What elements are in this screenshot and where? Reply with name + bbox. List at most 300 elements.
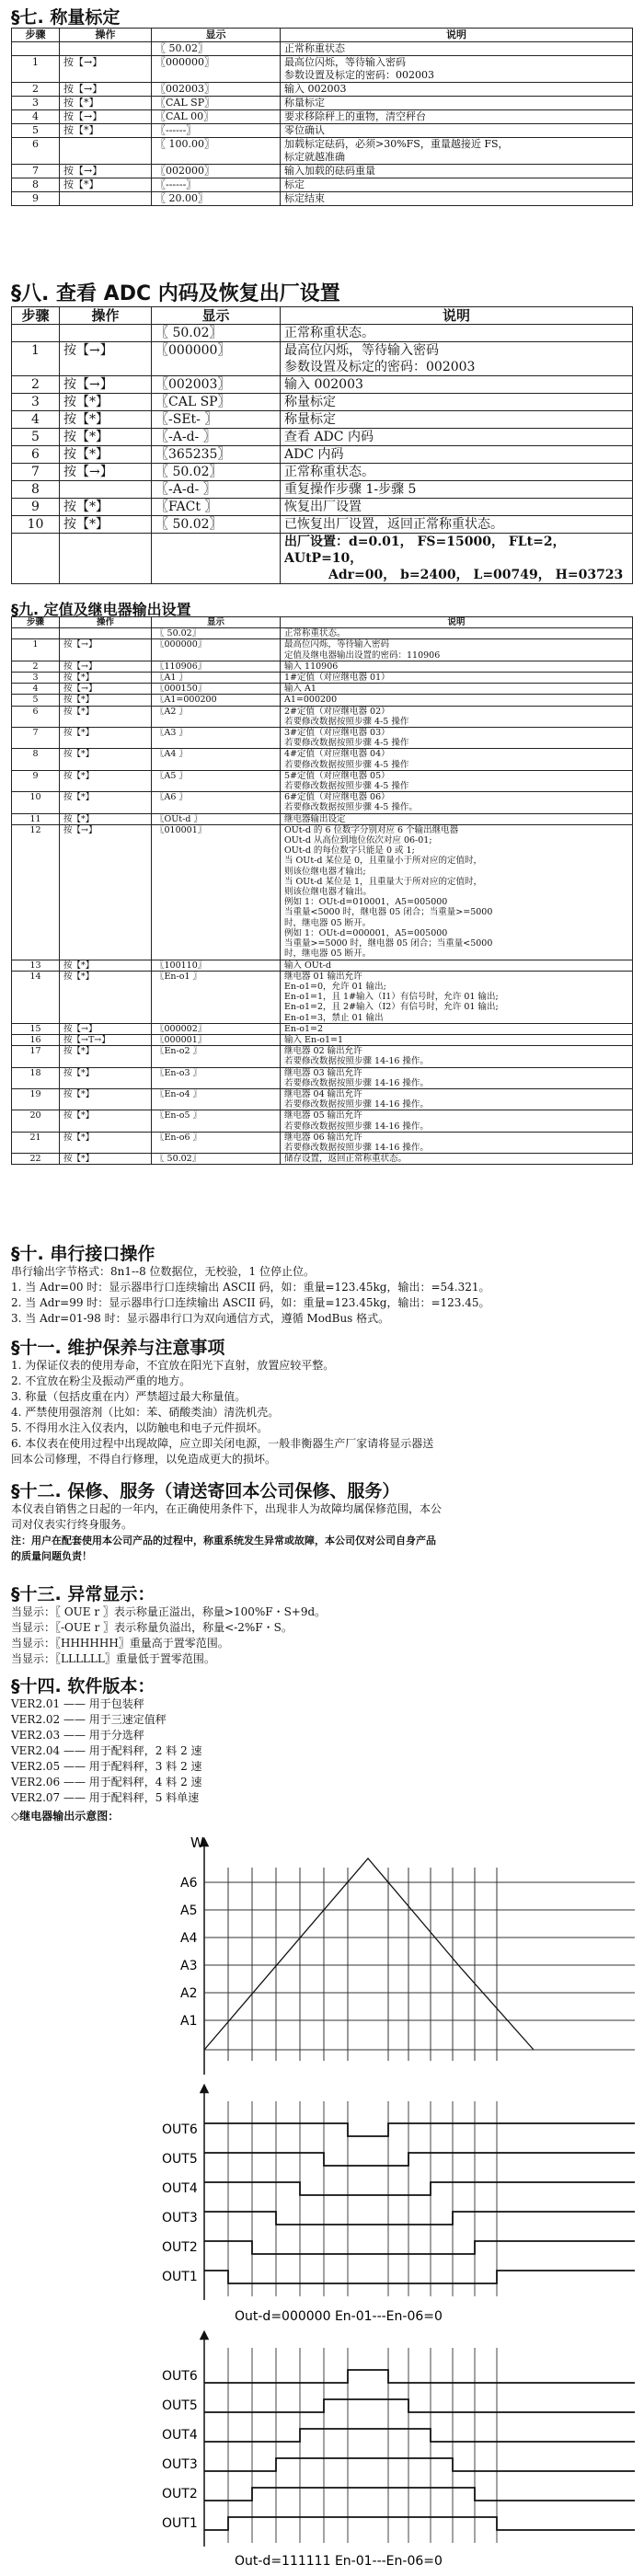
relay-waveform [204,2370,635,2383]
version-line: VER2.01 —— 用于包装秤 [11,1697,144,1710]
step-cell: 19 [12,1088,60,1110]
serial-line: 1. 当 Adr=00 时：显示器串行口连续输出 ASCII 码，如：重量=123.45kg，输出：=54.321。 [11,1281,490,1294]
operation-cell: 按【→】 [60,376,152,394]
display-cell: 〖 50.02〗 [152,516,281,534]
operation-cell: 按【*】 [60,429,152,446]
description-cell: 要求移除秤上的重物，清空秤台 [281,110,633,124]
description-cell: 称量标定 [281,394,633,411]
table-row [12,728,633,749]
relay-waveform [204,2517,635,2530]
table-row [12,1132,633,1153]
operation-cell: 按【*】 [60,673,152,684]
header-cell: 说明 [281,29,633,42]
step-cell: 1 [12,56,60,83]
step-cell [12,628,60,639]
description-cell: 正常称重状态。 [281,628,633,639]
relay-label: OUT6 [162,2369,198,2384]
operation-cell: 按【*】 [60,1046,152,1067]
table-row [12,1023,633,1034]
header-cell: 说明 [281,617,633,628]
operation-cell: 按【*】 [60,971,152,1023]
display-cell: 〖000000〗 [152,342,281,376]
version-line: VER2.07 —— 用于配料秤，5 料单速 [11,1791,200,1804]
operation-cell: 按【*】 [60,446,152,464]
maintenance-line: 5. 不得用水注入仪表内，以防触电和电子元件损坏。 [11,1421,269,1434]
display-cell: 〖A1=000200 [152,695,281,706]
operation-cell: 按【*】 [60,499,152,516]
operation-cell: 按【*】 [60,706,152,727]
display-cell: 〖000002〗 [152,1023,281,1034]
step-cell: 13 [12,960,60,971]
display-cell: 〖 100.00〗 [152,138,281,165]
operation-cell [60,481,152,499]
operation-cell: 按【→】 [60,165,152,178]
header-cell: 步骤 [12,617,60,628]
step-cell: 6 [12,138,60,165]
operation-cell: 按【→】 [60,639,152,661]
relay-waveform [204,2458,635,2471]
display-cell: 〖 50.02〗 [152,464,281,481]
description-cell: 1#定值（对应继电器 01） [281,673,633,684]
relay-panel-normal [162,2088,635,2300]
table-row [12,97,633,110]
operation-cell: 按【*】 [60,516,152,534]
table-row [12,1046,633,1067]
description-cell: 正常称重状态 [281,42,633,56]
table-row [12,824,633,960]
factory-settings-line: 出厂设置：d=0.01， FS=15000， FLt=2， AUtP=10， [284,535,566,566]
factory-settings-row [12,534,633,584]
header-cell: 显示 [152,617,281,628]
description-cell: 加载标定砝码，必须>30%FS，重量越接近 FS， 标定就越准确 [281,138,633,165]
operation-cell: 按【*】 [60,792,152,813]
operation-cell: 按【*】 [60,749,152,770]
operation-cell: 按【*】 [60,1132,152,1153]
display-cell: 〖-SEt- 〗 [152,411,281,429]
description-cell: ADC 内码 [281,446,633,464]
relay-waveform [204,2488,635,2501]
operation-cell: 按【→】 [60,110,152,124]
table-row [12,165,633,178]
description-cell: 继电器 02 输出允许 若要修改数据按照步骤 14-16 操作。 [281,1046,633,1067]
step-cell: 3 [12,97,60,110]
step-cell: 5 [12,124,60,138]
header-cell: 步骤 [12,307,60,325]
table-row [12,411,633,429]
operation-cell: 按【→】 [60,684,152,695]
abnormal-line: 当显示：〖-OUE r 〗表示称量负溢出，称量<-2%F・S。 [11,1621,293,1634]
top-vertical-grid [204,1868,635,2061]
step-cell: 8 [12,481,60,499]
description-cell: 输入 OUt-d [281,960,633,971]
description-cell: OUt-d 的 6 位数字分别对应 6 个输出继电器 OUt-d 从高位到地位依次对应 06-01; OUt-d 的每位数字只能是 0 或 1; 当 OUt-d 某位是 0，且重量小于所对应的定值时， 则该位继电器才输出; 当 OUt-d 某位是 1，且重量大于所对应的定值时， 则该位继电器才输出。 例如 1：OUt-d=010001，A5=005000 当重量<5000 时，继电器 05 闭合；当重量>=5000 时，继电器 05 断开。 例如 1：OUt-d=000001，A5=005000 当重量>=5000 时，继电器 05 闭合；当重量<5000 时，继电器 05 断开。 [281,824,633,960]
description-cell: 继电器 03 输出允许 若要修改数据按照步骤 14-16 操作。 [281,1067,633,1088]
serial-line: 2. 当 Adr=99 时：显示器串行口连续输出 ASCII 码，如：重量=123.45kg，输出：=123.45。 [11,1296,490,1309]
step-cell: 14 [12,971,60,1023]
relay-output-table [11,616,633,1165]
operation-cell: 按【→】 [60,1023,152,1034]
warranty-note: 注：用户在配套使用本公司产品的过程中，称重系统发生异常或故障，本公司仅对公司自身产品 [11,1535,436,1547]
relay-waveform [204,2153,635,2166]
maintenance-line: 4. 严禁使用强溶剂（比如：苯、硝酸类油）清洗机壳。 [11,1406,280,1419]
description-cell: 称量标定 [281,411,633,429]
relay-label: OUT3 [162,2457,198,2472]
step-cell: 1 [12,639,60,661]
display-cell: 〖110906〗 [152,661,281,672]
description-cell: 输入 A1 [281,684,633,695]
display-cell: 〖En-o3 〗 [152,1067,281,1088]
description-cell: 继电器 04 输出允许 若要修改数据按照步骤 14-16 操作。 [281,1088,633,1110]
header-cell: 步骤 [12,29,60,42]
description-cell: 标定结束 [281,192,633,206]
weight-curve [204,1858,534,2050]
table-row [12,138,633,165]
section-14-title: §十四. 软件版本： [11,1676,155,1696]
description-cell: 标定 [281,178,633,192]
display-cell: 〖000000〗 [152,56,281,83]
caption-normal: Out-d=000000 En-01---En-06=0 [235,2309,443,2324]
warranty-note: 的质量问题负责！ [11,1550,92,1562]
step-cell: 8 [12,749,60,770]
description-cell: 正常称重状态。 [281,325,633,342]
step-cell: 8 [12,178,60,192]
table-row [12,706,633,727]
display-cell: 〖000000〗 [152,639,281,661]
table-row [12,429,633,446]
step-cell: 10 [12,516,60,534]
step-cell: 2 [12,376,60,394]
table-row [12,342,633,376]
description-cell: 最高位闪烁，等待输入密码 参数设置及标定的密码：002003 [281,56,633,83]
table-row [12,124,633,138]
display-cell: 〖 20.00〗 [152,192,281,206]
section-12-title: §十二. 保修、服务（请送寄回本公司保修、服务） [11,1481,400,1501]
display-cell: 〖En-o4 〗 [152,1088,281,1110]
operation-cell: 按【→】 [60,342,152,376]
version-line: VER2.02 —— 用于三速定值秤 [11,1713,167,1726]
table-row [12,1088,633,1110]
display-cell: 〖 50.02〗 [152,628,281,639]
description-cell: 称量标定 [281,97,633,110]
caption-inverted: Out-d=111111 En-01---En-06=0 [235,2554,443,2567]
table-row [12,1154,633,1165]
step-cell: 10 [12,792,60,813]
abnormal-line: 当显示：〖 OUE r 〗表示称量正溢出，称量>100%F・S+9d。 [11,1605,327,1618]
display-cell: 〖-A-d- 〗 [152,429,281,446]
description-cell: 5#定值（对应继电器 05） 若要修改数据按照步骤 4-5 操作 [281,770,633,791]
display-cell: 〖002000〗 [152,165,281,178]
threshold-label: A6 [180,1876,198,1891]
abnormal-line: 当显示：〖HHHHHH〗重量高于置零范围。 [11,1637,229,1650]
operation-cell: 按【*】 [60,695,152,706]
description-cell: 重复操作步骤 1-步骤 5 [281,481,633,499]
operation-cell: 按【→】 [60,83,152,97]
operation-cell: 按【*】 [60,728,152,749]
table-row [12,42,633,56]
section-13-title: §十三. 异常显示： [11,1584,155,1604]
section-8-title: §八. 查看 ADC 内码及恢复出厂设置 [11,282,340,305]
description-cell: A1=000200 [281,695,633,706]
step-cell: 7 [12,165,60,178]
description-cell: 2#定值（对应继电器 02） 若要修改数据按照步骤 4-5 操作 [281,706,633,727]
operation-cell: 按【*】 [60,1067,152,1088]
table-row [12,325,633,342]
header-cell: 显示 [152,307,281,325]
step-cell: 3 [12,394,60,411]
display-cell: 〖002003〗 [152,376,281,394]
operation-cell: 按【*】 [60,124,152,138]
version-line: VER2.05 —— 用于配料秤，3 料 2 速 [11,1760,202,1773]
table-row [12,110,633,124]
table-row [12,178,633,192]
display-cell: 〖100110〗 [152,960,281,971]
step-cell: 1 [12,342,60,376]
table-row [12,192,633,206]
display-cell: 〖000001〗 [152,1034,281,1045]
warranty-line: 本仪表自销售之日起的一年内，在正确使用条件下，出现非人为故障均属保修范围，本公 [11,1502,443,1515]
operation-cell: 按【*】 [60,97,152,110]
display-cell: 〖 50.02〗 [152,1154,281,1165]
description-cell: 查看 ADC 内码 [281,429,633,446]
display-cell: 〖------〗 [152,178,281,192]
serial-line: 3. 当 Adr=01-98 时：显示器串行口为双向通信方式，遵循 ModBus 格式。 [11,1312,390,1325]
operation-cell: 按【→T→】 [60,1034,152,1045]
display-cell: 〖 50.02〗 [152,325,281,342]
description-cell: 零位确认 [281,124,633,138]
step-cell: 9 [12,770,60,791]
table-row [12,673,633,684]
threshold-label: A2 [180,1986,198,2001]
operation-cell: 按【*】 [60,411,152,429]
abnormal-display-text [11,1604,633,1667]
table-row [12,813,633,824]
table-row [12,792,633,813]
step-cell: 21 [12,1132,60,1153]
threshold-label: A3 [180,1959,198,1973]
description-cell: 最高位闪烁，等待输入密码 参数设置及标定的密码：002003 [281,342,633,376]
description-cell: 输入 En-o1=1 [281,1034,633,1045]
version-line: VER2.06 —— 用于配料秤，4 料 2 速 [11,1776,202,1788]
step-cell: 12 [12,824,60,960]
relay-output-diagram [0,1831,644,2567]
relay-label: OUT2 [162,2240,198,2255]
step-cell: 6 [12,446,60,464]
relay-waveform [204,2212,635,2225]
description-cell: 继电器输出设定 [281,813,633,824]
software-version-text [11,1696,633,1806]
w-axis-label: W [190,1834,204,1851]
threshold-label: A1 [180,2014,198,2029]
table-row [12,628,633,639]
version-line: VER2.04 —— 用于配料秤，2 料 2 速 [11,1744,202,1757]
description-cell: 输入 002003 [281,376,633,394]
description-cell: 储存设置，返回正常称重状态。 [281,1154,633,1165]
table-row [12,1110,633,1132]
serial-interface-text [11,1264,633,1327]
operation-cell: 按【*】 [60,178,152,192]
step-cell: 3 [12,673,60,684]
table-row [12,639,633,661]
maintenance-line: 2. 不宜放在粉尘及振动严重的地方。 [11,1374,191,1387]
step-cell: 15 [12,1023,60,1034]
description-cell: 4#定值（对应继电器 04） 若要修改数据按照步骤 4-5 操作 [281,749,633,770]
display-cell: 〖En-o1 〗 [152,971,281,1023]
step-cell: 5 [12,429,60,446]
step-cell: 9 [12,192,60,206]
table-row [12,661,633,672]
maintenance-line: 回本公司修理，不得自行修理，以免造成更大的损坏。 [11,1453,277,1466]
threshold-levels [180,1876,635,2029]
display-cell: 〖-A-d- 〗 [152,481,281,499]
description-cell: En-o1=2 [281,1023,633,1034]
adc-factory-table [11,306,633,584]
header-cell: 说明 [281,307,633,325]
relay-label: OUT2 [162,2487,198,2501]
abnormal-line: 当显示：〖LLLLLL〗重量低于置零范围。 [11,1652,215,1665]
relay-waveform [204,2182,635,2195]
header-cell: 操作 [60,29,152,42]
operation-cell: 按【*】 [60,770,152,791]
relay-label: OUT3 [162,2211,198,2225]
display-cell: 〖CAL SP〗 [152,394,281,411]
display-cell: 〖FACt 〗 [152,499,281,516]
description-cell: 正常称重状态。 [281,464,633,481]
operation-cell [60,192,152,206]
relay-label: OUT1 [162,2270,198,2284]
description-cell: 输入加载的砝码重量 [281,165,633,178]
table-row [12,1067,633,1088]
display-cell: 〖000150〗 [152,684,281,695]
factory-settings-line: Adr=00， b=2400， L=00749， H=03723 [328,568,624,582]
operation-cell: 按【*】 [60,1088,152,1110]
table-row [12,481,633,499]
table-row [12,960,633,971]
table-row [12,56,633,83]
description-cell: 恢复出厂设置 [281,499,633,516]
step-cell: 17 [12,1046,60,1067]
relay-panel-inverted [162,2335,635,2547]
display-cell: 〖 50.02〗 [152,42,281,56]
table-row [12,749,633,770]
display-cell: 〖A3 〗 [152,728,281,749]
diagram-title: ◇继电器输出示意图： [11,1810,120,1823]
step-cell: 7 [12,728,60,749]
relay-label: OUT4 [162,2181,198,2196]
table-row [12,695,633,706]
relay-label: OUT5 [162,2152,198,2167]
maintenance-line: 1. 为保证仪表的使用寿命，不宜放在阳光下直射，放置应较平整。 [11,1359,335,1372]
step-cell: 7 [12,464,60,481]
step-cell: 4 [12,684,60,695]
section-10-title: §十. 串行接口操作 [11,1244,155,1264]
display-cell: 〖A6 〗 [152,792,281,813]
description-cell: 最高位闪烁，等待输入密码 定值及继电器输出设置的密码：110906 [281,639,633,661]
description-cell: 已恢复出厂设置，返回正常称重状态。 [281,516,633,534]
relay-waveform [204,2429,635,2442]
header-cell: 显示 [152,29,281,42]
step-cell: 4 [12,110,60,124]
step-cell [12,42,60,56]
table-row [12,394,633,411]
description-cell: 6#定值（对应继电器 06） 若要修改数据按照步骤 4-5 操作。 [281,792,633,813]
maintenance-text [11,1358,633,1467]
section-9-title: §九. 定值及继电器输出设置 [11,601,191,618]
table-row [12,499,633,516]
description-cell: 3#定值（对应继电器 03） 若要修改数据按照步骤 4-5 操作 [281,728,633,749]
table-row [12,376,633,394]
header-cell: 操作 [60,307,152,325]
operation-cell: 按【*】 [60,813,152,824]
description-cell: 继电器 06 输出允许 若要修改数据按照步骤 14-16 操作。 [281,1132,633,1153]
operation-cell [60,42,152,56]
relay-waveform [204,2271,635,2283]
step-cell: 20 [12,1110,60,1132]
display-cell: 〖365235〗 [152,446,281,464]
description-cell: 继电器 01 输出允许 En-o1=0，允许 01 输出; En-o1=1，且 1#输入（I1）有信号时，允许 01 输出; En-o1=2，且 2#输入（I2）有信号时，允许 01 输出; En-o1=3，禁止 01 输出 [281,971,633,1023]
step-cell: 2 [12,83,60,97]
step-cell: 18 [12,1067,60,1088]
table-row [12,1034,633,1045]
relay-label: OUT4 [162,2428,198,2443]
description-cell: 输入 002003 [281,83,633,97]
display-cell: 〖------〗 [152,124,281,138]
relay-label: OUT5 [162,2398,198,2413]
calibration-table [11,28,633,206]
table-row [12,516,633,534]
relay-label: OUT1 [162,2516,198,2531]
step-cell [12,325,60,342]
operation-cell [60,325,152,342]
table-row [12,446,633,464]
display-cell: 〖002003〗 [152,83,281,97]
step-cell: 6 [12,706,60,727]
operation-cell [60,628,152,639]
table-row [12,464,633,481]
relay-label: OUT6 [162,2122,198,2137]
display-cell: 〖En-o5 〗 [152,1110,281,1132]
relay-waveform [204,2399,635,2412]
table-row [12,684,633,695]
threshold-label: A5 [180,1903,198,1918]
step-cell: 4 [12,411,60,429]
operation-cell: 按【→】 [60,661,152,672]
maintenance-line: 3. 称量（包括皮重在内）严禁超过最大称量值。 [11,1390,247,1403]
display-cell: 〖A5 〗 [152,770,281,791]
step-cell: 2 [12,661,60,672]
operation-cell: 按【→】 [60,824,152,960]
threshold-label: A4 [180,1931,198,1946]
operation-cell: 按【→】 [60,464,152,481]
display-cell: 〖CAL SP〗 [152,97,281,110]
step-cell: 22 [12,1154,60,1165]
table-row [12,83,633,97]
version-line: VER2.03 —— 用于分选秤 [11,1729,144,1742]
display-cell: 〖A4 〗 [152,749,281,770]
display-cell: 〖010001〗 [152,824,281,960]
display-cell: 〖CAL 00〗 [152,110,281,124]
step-cell: 16 [12,1034,60,1045]
serial-line: 串行输出字节格式：8n1--8 位数据位，无校验，1 位停止位。 [11,1265,316,1278]
step-cell: 11 [12,813,60,824]
step-cell: 9 [12,499,60,516]
table-row [12,971,633,1023]
description-cell: 继电器 05 输出允许 若要修改数据按照步骤 14-16 操作。 [281,1110,633,1132]
warranty-line: 司对仪表实行终身服务。 [11,1518,133,1531]
warranty-text [11,1501,633,1564]
section-11-title: §十一. 维护保养与注意事项 [11,1338,225,1358]
header-cell: 操作 [60,617,152,628]
step-cell: 5 [12,695,60,706]
